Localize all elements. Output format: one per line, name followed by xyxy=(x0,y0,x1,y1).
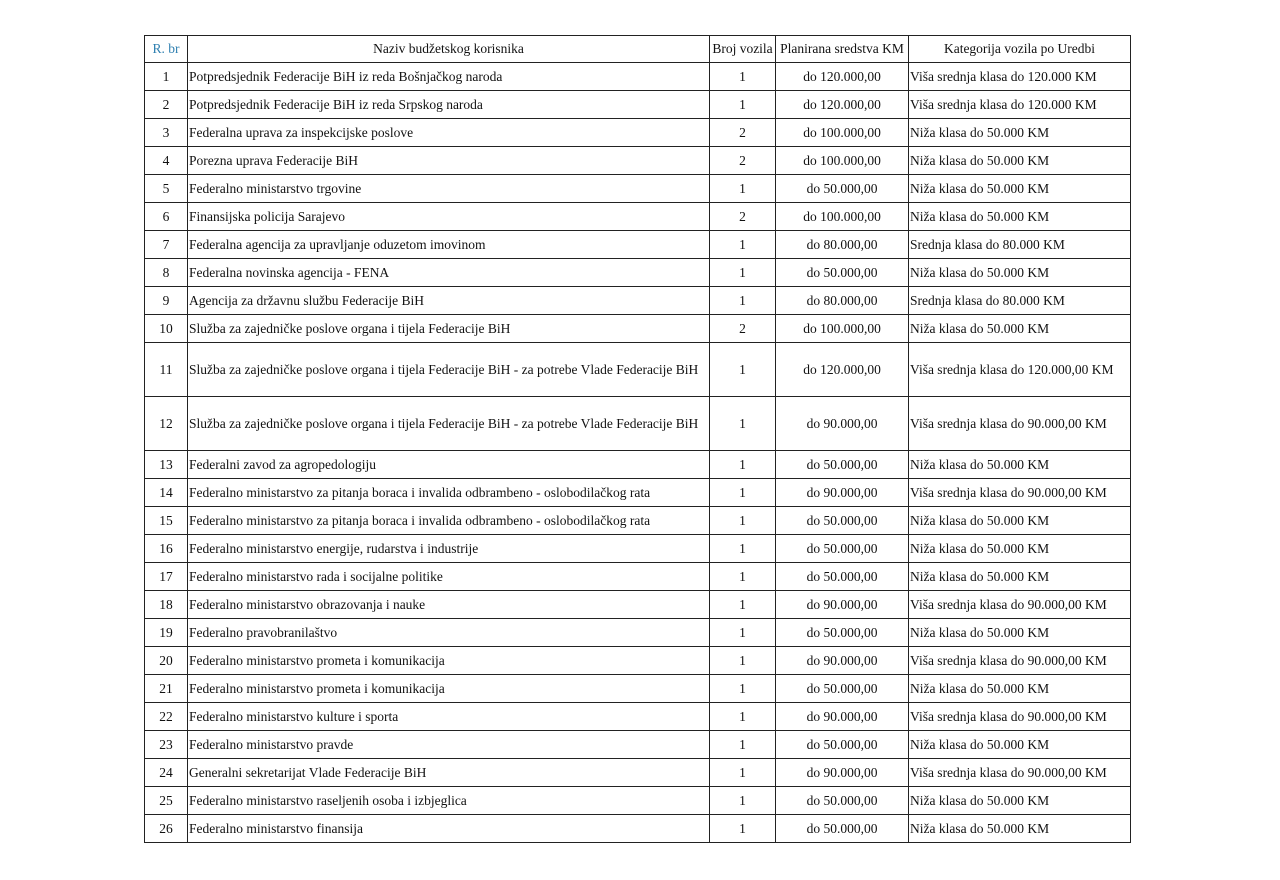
row-name: Federalno ministarstvo prometa i komunikacija xyxy=(188,675,710,703)
table-row xyxy=(145,147,1131,175)
row-amount: do 50.000,00 xyxy=(776,787,909,815)
table-row xyxy=(145,619,1131,647)
row-amount: do 50.000,00 xyxy=(776,619,909,647)
table-row xyxy=(145,119,1131,147)
row-number: 19 xyxy=(145,619,188,647)
row-count: 2 xyxy=(710,315,776,343)
row-count: 2 xyxy=(710,119,776,147)
row-name: Služba za zajedničke poslove organa i tijela Federacije BiH - za potrebe Vlade Federacije BiH xyxy=(188,397,710,451)
row-amount: do 100.000,00 xyxy=(776,119,909,147)
row-category: Viša srednja klasa do 90.000,00 KM xyxy=(909,703,1131,731)
row-amount: do 90.000,00 xyxy=(776,397,909,451)
row-number: 5 xyxy=(145,175,188,203)
row-number: 17 xyxy=(145,563,188,591)
row-name: Porezna uprava Federacije BiH xyxy=(188,147,710,175)
row-name: Federalno ministarstvo prometa i komunikacija xyxy=(188,647,710,675)
row-category: Niža klasa do 50.000 KM xyxy=(909,175,1131,203)
row-count: 1 xyxy=(710,675,776,703)
row-count: 1 xyxy=(710,451,776,479)
row-number: 3 xyxy=(145,119,188,147)
row-number: 15 xyxy=(145,507,188,535)
row-count: 1 xyxy=(710,535,776,563)
row-number: 10 xyxy=(145,315,188,343)
table-row xyxy=(145,479,1131,507)
row-amount: do 90.000,00 xyxy=(776,759,909,787)
row-name: Agencija za državnu službu Federacije BiH xyxy=(188,287,710,315)
row-name: Federalno ministarstvo za pitanja boraca i invalida odbrambeno - oslobodilačkog rata xyxy=(188,479,710,507)
row-count: 1 xyxy=(710,91,776,119)
row-name: Federalno ministarstvo energije, rudarstva i industrije xyxy=(188,535,710,563)
row-amount: do 50.000,00 xyxy=(776,259,909,287)
row-amount: do 90.000,00 xyxy=(776,479,909,507)
row-amount: do 50.000,00 xyxy=(776,563,909,591)
row-amount: do 80.000,00 xyxy=(776,231,909,259)
row-amount: do 50.000,00 xyxy=(776,731,909,759)
row-count: 1 xyxy=(710,507,776,535)
row-count: 1 xyxy=(710,343,776,397)
table-row xyxy=(145,731,1131,759)
row-amount: do 90.000,00 xyxy=(776,591,909,619)
row-amount: do 100.000,00 xyxy=(776,147,909,175)
row-count: 1 xyxy=(710,479,776,507)
row-name: Federalno ministarstvo trgovine xyxy=(188,175,710,203)
row-number: 14 xyxy=(145,479,188,507)
row-category: Srednja klasa do 80.000 KM xyxy=(909,287,1131,315)
table-row xyxy=(145,675,1131,703)
table-row xyxy=(145,259,1131,287)
table-row xyxy=(145,175,1131,203)
row-number: 8 xyxy=(145,259,188,287)
row-number: 26 xyxy=(145,815,188,843)
row-category: Niža klasa do 50.000 KM xyxy=(909,203,1131,231)
row-name: Finansijska policija Sarajevo xyxy=(188,203,710,231)
table-row xyxy=(145,63,1131,91)
row-number: 16 xyxy=(145,535,188,563)
row-number: 4 xyxy=(145,147,188,175)
table-row xyxy=(145,91,1131,119)
row-count: 1 xyxy=(710,787,776,815)
table-row xyxy=(145,343,1131,397)
vehicle-table xyxy=(144,35,1131,843)
table-row xyxy=(145,647,1131,675)
row-category: Niža klasa do 50.000 KM xyxy=(909,675,1131,703)
row-amount: do 80.000,00 xyxy=(776,287,909,315)
row-name: Federalno ministarstvo finansija xyxy=(188,815,710,843)
row-count: 1 xyxy=(710,703,776,731)
row-name: Federalni zavod za agropedologiju xyxy=(188,451,710,479)
row-category: Niža klasa do 50.000 KM xyxy=(909,119,1131,147)
row-count: 1 xyxy=(710,563,776,591)
row-name: Potpredsjednik Federacije BiH iz reda Bošnjačkog naroda xyxy=(188,63,710,91)
row-category: Niža klasa do 50.000 KM xyxy=(909,451,1131,479)
table-row xyxy=(145,231,1131,259)
row-category: Viša srednja klasa do 90.000,00 KM xyxy=(909,647,1131,675)
table-row xyxy=(145,759,1131,787)
row-amount: do 90.000,00 xyxy=(776,703,909,731)
row-number: 12 xyxy=(145,397,188,451)
row-count: 1 xyxy=(710,591,776,619)
header-row xyxy=(145,36,1131,63)
row-count: 1 xyxy=(710,397,776,451)
row-amount: do 100.000,00 xyxy=(776,203,909,231)
table-row xyxy=(145,703,1131,731)
row-number: 18 xyxy=(145,591,188,619)
row-count: 1 xyxy=(710,63,776,91)
row-name: Generalni sekretarijat Vlade Federacije BiH xyxy=(188,759,710,787)
row-amount: do 50.000,00 xyxy=(776,507,909,535)
row-number: 2 xyxy=(145,91,188,119)
row-name: Federalna novinska agencija - FENA xyxy=(188,259,710,287)
header-count: Broj vozila xyxy=(710,36,776,63)
row-name: Federalno ministarstvo rada i socijalne politike xyxy=(188,563,710,591)
row-amount: do 50.000,00 xyxy=(776,675,909,703)
row-category: Niža klasa do 50.000 KM xyxy=(909,507,1131,535)
row-amount: do 120.000,00 xyxy=(776,63,909,91)
header-name: Naziv budžetskog korisnika xyxy=(188,36,710,63)
row-category: Viša srednja klasa do 120.000,00 KM xyxy=(909,343,1131,397)
row-number: 23 xyxy=(145,731,188,759)
row-name: Potpredsjednik Federacije BiH iz reda Srpskog naroda xyxy=(188,91,710,119)
row-name: Služba za zajedničke poslove organa i tijela Federacije BiH - za potrebe Vlade Federacije BiH xyxy=(188,343,710,397)
row-number: 9 xyxy=(145,287,188,315)
row-category: Srednja klasa do 80.000 KM xyxy=(909,231,1131,259)
row-number: 13 xyxy=(145,451,188,479)
header-rbr: R. br xyxy=(145,36,188,63)
row-count: 1 xyxy=(710,259,776,287)
row-category: Niža klasa do 50.000 KM xyxy=(909,259,1131,287)
row-number: 1 xyxy=(145,63,188,91)
row-name: Federalno ministarstvo kulture i sporta xyxy=(188,703,710,731)
header-amount: Planirana sredstva KM xyxy=(776,36,909,63)
table-row xyxy=(145,563,1131,591)
row-name: Federalna uprava za inspekcijske poslove xyxy=(188,119,710,147)
row-name: Federalno pravobranilaštvo xyxy=(188,619,710,647)
row-category: Viša srednja klasa do 120.000 KM xyxy=(909,91,1131,119)
row-category: Niža klasa do 50.000 KM xyxy=(909,315,1131,343)
table-row xyxy=(145,287,1131,315)
row-name: Služba za zajedničke poslove organa i tijela Federacije BiH xyxy=(188,315,710,343)
row-number: 22 xyxy=(145,703,188,731)
row-amount: do 120.000,00 xyxy=(776,343,909,397)
row-category: Niža klasa do 50.000 KM xyxy=(909,787,1131,815)
row-amount: do 50.000,00 xyxy=(776,175,909,203)
row-count: 1 xyxy=(710,815,776,843)
row-amount: do 100.000,00 xyxy=(776,315,909,343)
row-amount: do 50.000,00 xyxy=(776,535,909,563)
row-category: Viša srednja klasa do 120.000 KM xyxy=(909,63,1131,91)
row-count: 1 xyxy=(710,175,776,203)
row-count: 1 xyxy=(710,647,776,675)
row-number: 6 xyxy=(145,203,188,231)
row-category: Niža klasa do 50.000 KM xyxy=(909,147,1131,175)
row-name: Federalno ministarstvo pravde xyxy=(188,731,710,759)
row-amount: do 90.000,00 xyxy=(776,647,909,675)
row-count: 1 xyxy=(710,759,776,787)
row-number: 21 xyxy=(145,675,188,703)
table-row xyxy=(145,535,1131,563)
row-count: 2 xyxy=(710,203,776,231)
table-row xyxy=(145,815,1131,843)
row-category: Viša srednja klasa do 90.000,00 KM xyxy=(909,759,1131,787)
row-category: Niža klasa do 50.000 KM xyxy=(909,619,1131,647)
row-category: Viša srednja klasa do 90.000,00 KM xyxy=(909,479,1131,507)
table-row xyxy=(145,507,1131,535)
table-body xyxy=(145,63,1131,843)
row-count: 1 xyxy=(710,287,776,315)
row-number: 20 xyxy=(145,647,188,675)
row-number: 24 xyxy=(145,759,188,787)
row-category: Viša srednja klasa do 90.000,00 KM xyxy=(909,591,1131,619)
row-category: Niža klasa do 50.000 KM xyxy=(909,535,1131,563)
row-name: Federalno ministarstvo obrazovanja i nauke xyxy=(188,591,710,619)
row-name: Federalno ministarstvo za pitanja boraca i invalida odbrambeno - oslobodilačkog rata xyxy=(188,507,710,535)
row-amount: do 50.000,00 xyxy=(776,815,909,843)
row-category: Niža klasa do 50.000 KM xyxy=(909,731,1131,759)
row-amount: do 120.000,00 xyxy=(776,91,909,119)
table-header xyxy=(145,36,1131,63)
row-category: Niža klasa do 50.000 KM xyxy=(909,563,1131,591)
table-row xyxy=(145,787,1131,815)
row-name: Federalno ministarstvo raseljenih osoba i izbjeglica xyxy=(188,787,710,815)
row-count: 1 xyxy=(710,619,776,647)
header-category: Kategorija vozila po Uredbi xyxy=(909,36,1131,63)
table-row xyxy=(145,451,1131,479)
row-name: Federalna agencija za upravljanje oduzetom imovinom xyxy=(188,231,710,259)
table-row xyxy=(145,397,1131,451)
vehicle-table-container xyxy=(144,35,1131,843)
row-category: Viša srednja klasa do 90.000,00 KM xyxy=(909,397,1131,451)
table-row xyxy=(145,203,1131,231)
table-row xyxy=(145,591,1131,619)
row-number: 7 xyxy=(145,231,188,259)
row-count: 1 xyxy=(710,231,776,259)
row-category: Niža klasa do 50.000 KM xyxy=(909,815,1131,843)
row-amount: do 50.000,00 xyxy=(776,451,909,479)
table-row xyxy=(145,315,1131,343)
row-count: 2 xyxy=(710,147,776,175)
row-number: 11 xyxy=(145,343,188,397)
row-count: 1 xyxy=(710,731,776,759)
row-number: 25 xyxy=(145,787,188,815)
